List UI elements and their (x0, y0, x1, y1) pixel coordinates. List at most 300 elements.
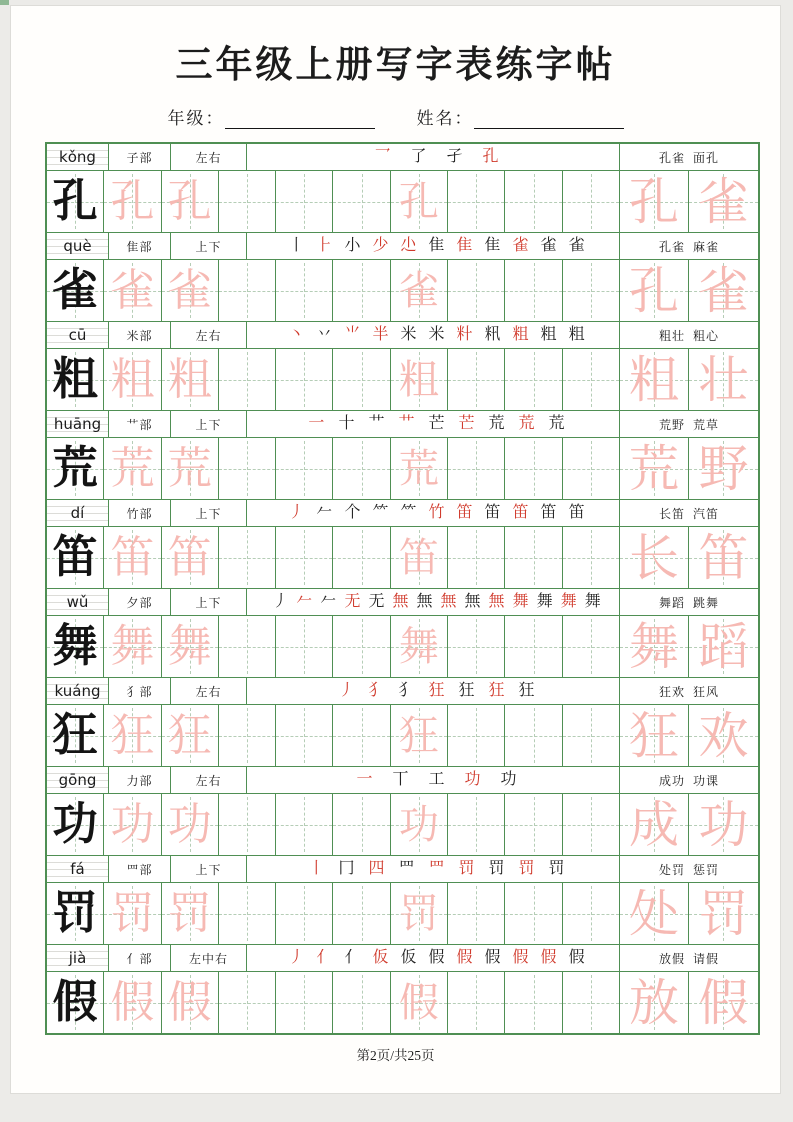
empty-practice-cell (505, 527, 562, 588)
word-trace-cell: 壮 (689, 349, 758, 410)
empty-practice-cell (219, 616, 276, 677)
stroke-step: 無 (488, 593, 505, 611)
empty-practice-cell (563, 260, 620, 321)
stroke-step: 一 (308, 415, 325, 433)
model-char-cell: 粗 (47, 349, 104, 410)
stroke-step: 个 (344, 504, 361, 522)
stroke-order-strip (247, 856, 620, 882)
stroke-step: 无 (368, 593, 385, 611)
stroke-step: 荒 (518, 415, 535, 433)
character-row (47, 233, 758, 322)
stroke-step: 無 (392, 593, 409, 611)
stroke-step: 小 (344, 237, 361, 255)
practice-row (47, 705, 758, 766)
radical-cell: 罒部 (109, 856, 171, 882)
stroke-step: 罒 (428, 860, 445, 878)
empty-practice-cell (276, 260, 333, 321)
header-row (47, 945, 758, 972)
stroke-step: 雀 (540, 237, 557, 255)
structure-cell: 上下 (171, 411, 247, 437)
practice-row (47, 349, 758, 410)
pinyin-cell (47, 322, 109, 348)
header-row (47, 500, 758, 527)
stroke-order-strip (247, 144, 620, 170)
pinyin-text: cū (68, 326, 87, 345)
word-trace-cell: 舞 (620, 616, 689, 677)
stroke-step: 艹 (368, 415, 385, 433)
stroke-step: 籵 (456, 326, 473, 344)
grade-blank-line (225, 113, 375, 129)
stroke-step: 无 (344, 593, 361, 611)
word-trace-cell: 长 (620, 527, 689, 588)
stroke-step: 米 (428, 326, 445, 344)
trace-char-cell: 孔 (391, 171, 448, 232)
stroke-step: 粗 (512, 326, 529, 344)
stroke-step: 雀 (512, 237, 529, 255)
empty-practice-cell (505, 438, 562, 499)
radical-cell: 犭部 (109, 678, 171, 704)
example-words: 孔雀 麻雀 (658, 239, 719, 254)
stroke-step: 粗 (540, 326, 557, 344)
trace-char-cell: 雀 (104, 260, 161, 321)
empty-practice-cell (219, 260, 276, 321)
trace-char-cell: 孔 (162, 171, 219, 232)
stroke-step: 功 (500, 771, 517, 789)
structure-cell: 上下 (171, 589, 247, 615)
empty-practice-cell (563, 705, 620, 766)
stroke-step: 狂 (518, 682, 535, 700)
word-trace-cell: 处 (620, 883, 689, 944)
radical-cell: 竹部 (109, 500, 171, 526)
empty-practice-cell (448, 527, 505, 588)
trace-char-cell: 舞 (104, 616, 161, 677)
stroke-step: 亻 (344, 949, 361, 967)
header-row (47, 411, 758, 438)
name-blank-line (474, 113, 624, 129)
empty-practice-cell (448, 349, 505, 410)
stroke-step: 仮 (400, 949, 417, 967)
stroke-step: ⺮ (372, 504, 389, 522)
word-trace-cell: 假 (689, 972, 758, 1033)
stroke-step: 丿 (288, 504, 305, 522)
stroke-step: 無 (464, 593, 481, 611)
word-trace-cell: 孔 (620, 260, 689, 321)
stroke-step: 艹 (398, 415, 415, 433)
stroke-step: 籸 (484, 326, 501, 344)
trace-char-cell: 粗 (104, 349, 161, 410)
empty-practice-cell (505, 972, 562, 1033)
stroke-step: 𠂉 (316, 504, 333, 522)
word-trace-cell: 雀 (689, 260, 758, 321)
structure-cell: 上下 (171, 856, 247, 882)
empty-practice-cell (505, 883, 562, 944)
stroke-step: 隹 (484, 237, 501, 255)
page-corner-artifact (0, 0, 9, 5)
stroke-step: 犭 (398, 682, 415, 700)
stroke-step: 犭 (368, 682, 385, 700)
stroke-step: 亻 (316, 949, 333, 967)
stroke-order-strip (247, 589, 620, 615)
empty-practice-cell (333, 260, 390, 321)
model-char-cell: 功 (47, 794, 104, 855)
stroke-step: 笛 (568, 504, 585, 522)
empty-practice-cell (219, 794, 276, 855)
stroke-step: 罚 (518, 860, 535, 878)
stroke-step: 丶 (288, 326, 305, 344)
empty-practice-cell (276, 794, 333, 855)
stroke-step: 乛 (374, 148, 391, 166)
stroke-order-strip (247, 767, 620, 793)
header-row (47, 678, 758, 705)
model-char-cell: 狂 (47, 705, 104, 766)
pinyin-text: kǒng (59, 148, 96, 167)
empty-practice-cell (333, 705, 390, 766)
word-trace-cell: 功 (689, 794, 758, 855)
structure-cell: 左中右 (171, 945, 247, 971)
empty-practice-cell (448, 616, 505, 677)
stroke-order-strip (247, 945, 620, 971)
word-trace-cell: 罚 (689, 883, 758, 944)
header-row (47, 589, 758, 616)
empty-practice-cell (219, 438, 276, 499)
empty-practice-cell (505, 260, 562, 321)
model-char-cell: 荒 (47, 438, 104, 499)
stroke-step: ⺊ (316, 237, 333, 255)
stroke-step: 罚 (458, 860, 475, 878)
stroke-step: 四 (368, 860, 385, 878)
structure-cell: 左右 (171, 767, 247, 793)
trace-char-cell: 功 (162, 794, 219, 855)
empty-practice-cell (276, 972, 333, 1033)
pinyin-cell (47, 678, 109, 704)
trace-char-cell: 雀 (162, 260, 219, 321)
example-words: 狂欢 狂风 (658, 684, 719, 699)
stroke-step: 𠂉 (320, 593, 337, 611)
trace-char-cell: 狂 (162, 705, 219, 766)
page-footer: 第2页/共25页 (356, 1048, 435, 1064)
empty-practice-cell (505, 616, 562, 677)
character-row (47, 678, 758, 767)
stroke-step: 罒 (398, 860, 415, 878)
trace-char-cell: 罚 (391, 883, 448, 944)
example-words: 舞蹈 跳舞 (658, 595, 719, 610)
empty-practice-cell (505, 349, 562, 410)
stroke-step: 冂 (338, 860, 355, 878)
empty-practice-cell (563, 616, 620, 677)
structure-cell: 上下 (171, 233, 247, 259)
model-char-cell: 假 (47, 972, 104, 1033)
empty-practice-cell (505, 171, 562, 232)
stroke-step: 笛 (456, 504, 473, 522)
practice-row (47, 616, 758, 677)
trace-char-cell: 狂 (391, 705, 448, 766)
empty-practice-cell (333, 972, 390, 1033)
stroke-step: 米 (400, 326, 417, 344)
practice-row (47, 171, 758, 232)
stroke-order-strip (247, 233, 620, 259)
character-row (47, 144, 758, 233)
word-trace-cell: 狂 (620, 705, 689, 766)
trace-char-cell: 舞 (162, 616, 219, 677)
stroke-step: ⺌ (344, 326, 361, 344)
empty-practice-cell (563, 527, 620, 588)
character-row (47, 945, 758, 1033)
word-trace-cell: 笛 (689, 527, 758, 588)
header-row (47, 856, 758, 883)
empty-practice-cell (219, 527, 276, 588)
pinyin-cell (47, 767, 109, 793)
empty-practice-cell (563, 349, 620, 410)
stroke-step: 一 (356, 771, 373, 789)
stroke-step: 荒 (548, 415, 565, 433)
empty-practice-cell (333, 171, 390, 232)
pinyin-text: kuáng (54, 682, 101, 701)
trace-char-cell: 笛 (104, 527, 161, 588)
pinyin-text: fá (70, 860, 85, 879)
pinyin-cell (47, 945, 109, 971)
name-label: 姓名： (416, 109, 474, 129)
practice-row (47, 972, 758, 1033)
empty-practice-cell (563, 972, 620, 1033)
stroke-step: ⺮ (400, 504, 417, 522)
example-words: 处罚 惩罚 (658, 862, 719, 877)
empty-practice-cell (333, 438, 390, 499)
trace-char-cell: 荒 (104, 438, 161, 499)
stroke-step: 芒 (458, 415, 475, 433)
word-trace-cell: 成 (620, 794, 689, 855)
stroke-order-strip (247, 678, 620, 704)
stroke-step: 狂 (428, 682, 445, 700)
practice-row (47, 527, 758, 588)
stroke-step: 功 (464, 771, 481, 789)
stroke-step: 雀 (568, 237, 585, 255)
radical-cell: 亻部 (109, 945, 171, 971)
trace-char-cell: 狂 (104, 705, 161, 766)
pinyin-cell (47, 589, 109, 615)
trace-char-cell: 荒 (391, 438, 448, 499)
stroke-step: 丷 (316, 326, 333, 344)
stroke-step: 丨 (308, 860, 325, 878)
stroke-step: 仮 (372, 949, 389, 967)
stroke-step: 舞 (512, 593, 529, 611)
model-char-cell: 舞 (47, 616, 104, 677)
word-trace-cell: 荒 (620, 438, 689, 499)
empty-practice-cell (505, 794, 562, 855)
trace-char-cell: 笛 (391, 527, 448, 588)
pinyin-text: wǔ (66, 593, 89, 612)
radical-cell: 米部 (109, 322, 171, 348)
empty-practice-cell (333, 883, 390, 944)
character-row (47, 322, 758, 411)
stroke-step: 芒 (428, 415, 445, 433)
pinyin-cell (47, 144, 109, 170)
pinyin-text: huāng (53, 415, 102, 434)
example-words: 放假 请假 (658, 951, 719, 966)
empty-practice-cell (448, 171, 505, 232)
radical-cell: 子部 (109, 144, 171, 170)
empty-practice-cell (563, 171, 620, 232)
trace-char-cell: 孔 (104, 171, 161, 232)
practice-row (47, 883, 758, 944)
trace-char-cell: 舞 (391, 616, 448, 677)
pinyin-cell (47, 411, 109, 437)
character-row (47, 856, 758, 945)
trace-char-cell: 功 (104, 794, 161, 855)
word-trace-cell: 欢 (689, 705, 758, 766)
trace-char-cell: 粗 (162, 349, 219, 410)
empty-practice-cell (219, 883, 276, 944)
stroke-step: 假 (456, 949, 473, 967)
word-trace-cell: 孔 (620, 171, 689, 232)
empty-practice-cell (448, 705, 505, 766)
model-char-cell: 孔 (47, 171, 104, 232)
stroke-step: 隹 (428, 237, 445, 255)
empty-practice-cell (448, 972, 505, 1033)
trace-char-cell: 笛 (162, 527, 219, 588)
example-words: 长笛 汽笛 (658, 506, 719, 521)
stroke-step: 舞 (584, 593, 601, 611)
stroke-step: 假 (568, 949, 585, 967)
empty-practice-cell (276, 527, 333, 588)
stroke-step: 半 (372, 326, 389, 344)
worksheet-title: 三年级上册写字表练字帖 (175, 45, 616, 86)
header-row (47, 144, 758, 171)
empty-practice-cell (276, 438, 333, 499)
stroke-step: 粗 (568, 326, 585, 344)
stroke-step: 笛 (540, 504, 557, 522)
trace-char-cell: 粗 (391, 349, 448, 410)
stroke-step: 工 (428, 771, 445, 789)
stroke-step: 罚 (488, 860, 505, 878)
empty-practice-cell (448, 438, 505, 499)
empty-practice-cell (333, 527, 390, 588)
stroke-step: 假 (428, 949, 445, 967)
trace-char-cell: 假 (391, 972, 448, 1033)
empty-practice-cell (276, 171, 333, 232)
example-words: 成功 功课 (658, 773, 719, 788)
stroke-order-strip (247, 500, 620, 526)
stroke-step: 孔 (482, 148, 499, 166)
example-words: 荒野 荒草 (658, 417, 719, 432)
radical-cell: 隹部 (109, 233, 171, 259)
trace-char-cell: 雀 (391, 260, 448, 321)
stroke-step: 了 (410, 148, 427, 166)
structure-cell: 左右 (171, 144, 247, 170)
stroke-step: 舞 (536, 593, 553, 611)
character-row (47, 767, 758, 856)
stroke-step: 假 (484, 949, 501, 967)
word-trace-cell: 雀 (689, 171, 758, 232)
stroke-step: 罚 (548, 860, 565, 878)
stroke-step: 狂 (458, 682, 475, 700)
stroke-step: 笛 (512, 504, 529, 522)
empty-practice-cell (333, 794, 390, 855)
empty-practice-cell (219, 972, 276, 1033)
pinyin-text: jià (68, 949, 87, 968)
pinyin-cell (47, 500, 109, 526)
empty-practice-cell (333, 349, 390, 410)
character-row (47, 589, 758, 678)
stroke-step: 丅 (392, 771, 409, 789)
stroke-step: 假 (540, 949, 557, 967)
radical-cell: 艹部 (109, 411, 171, 437)
empty-practice-cell (219, 171, 276, 232)
radical-cell: 力部 (109, 767, 171, 793)
stroke-step: 丨 (288, 237, 305, 255)
empty-practice-cell (448, 883, 505, 944)
stroke-order-strip (247, 411, 620, 437)
grade-name-line (11, 104, 780, 129)
stroke-step: 無 (416, 593, 433, 611)
pinyin-text: gōng (58, 771, 97, 790)
word-trace-cell: 野 (689, 438, 758, 499)
empty-practice-cell (276, 349, 333, 410)
word-trace-cell: 粗 (620, 349, 689, 410)
practice-row (47, 438, 758, 499)
stroke-step: 十 (338, 415, 355, 433)
pinyin-cell (47, 233, 109, 259)
empty-practice-cell (219, 349, 276, 410)
empty-practice-cell (563, 883, 620, 944)
empty-practice-cell (276, 883, 333, 944)
empty-practice-cell (448, 794, 505, 855)
model-char-cell: 雀 (47, 260, 104, 321)
structure-cell: 左右 (171, 678, 247, 704)
stroke-step: 丿 (288, 949, 305, 967)
stroke-step: 無 (440, 593, 457, 611)
stroke-step: 孑 (446, 148, 463, 166)
grade-label: 年级： (167, 109, 225, 129)
stroke-step: 𠂉 (296, 593, 313, 611)
stroke-step: 狂 (488, 682, 505, 700)
empty-practice-cell (219, 705, 276, 766)
character-row (47, 500, 758, 589)
stroke-step: 少 (372, 237, 389, 255)
empty-practice-cell (276, 616, 333, 677)
empty-practice-cell (448, 260, 505, 321)
structure-cell: 上下 (171, 500, 247, 526)
trace-char-cell: 功 (391, 794, 448, 855)
empty-practice-cell (505, 705, 562, 766)
radical-cell: 夕部 (109, 589, 171, 615)
practice-table (45, 142, 760, 1035)
stroke-step: 丿 (272, 593, 289, 611)
model-char-cell: 罚 (47, 883, 104, 944)
practice-row (47, 260, 758, 321)
empty-practice-cell (333, 616, 390, 677)
example-words: 孔雀 面孔 (658, 150, 719, 165)
pinyin-text: què (63, 237, 92, 256)
word-trace-cell: 放 (620, 972, 689, 1033)
pinyin-cell (47, 856, 109, 882)
trace-char-cell: 荒 (162, 438, 219, 499)
trace-char-cell: 假 (104, 972, 161, 1033)
structure-cell: 左右 (171, 322, 247, 348)
worksheet-page (10, 5, 781, 1094)
pinyin-text: dí (70, 504, 85, 523)
practice-row (47, 794, 758, 855)
stroke-step: 笛 (484, 504, 501, 522)
stroke-step: 竹 (428, 504, 445, 522)
trace-char-cell: 罚 (162, 883, 219, 944)
header-row (47, 322, 758, 349)
stroke-step: 舞 (560, 593, 577, 611)
example-words: 粗壮 粗心 (658, 328, 719, 343)
word-trace-cell: 蹈 (689, 616, 758, 677)
model-char-cell: 笛 (47, 527, 104, 588)
trace-char-cell: 假 (162, 972, 219, 1033)
empty-practice-cell (276, 705, 333, 766)
